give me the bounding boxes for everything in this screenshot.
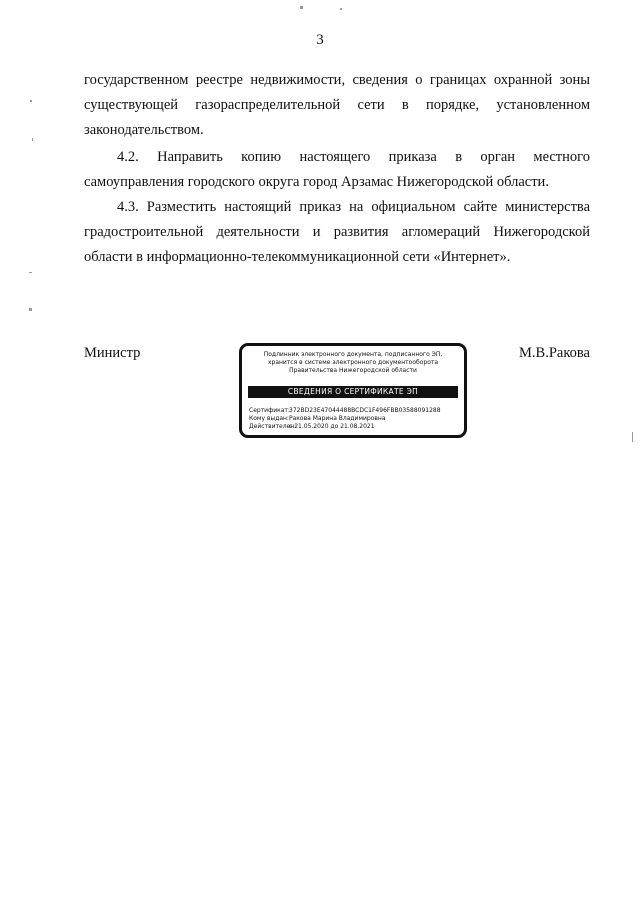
paragraph-line: государственном реестре недвижимости, сведения о границах охранной зоны [84, 72, 590, 88]
electronic-signature-stamp [239, 343, 467, 438]
paragraph-line: 4.3. Разместить настоящий приказ на официальном сайте министерства [117, 199, 590, 215]
certificate-row [249, 407, 441, 415]
certificate-label: Сертификат: [249, 407, 290, 414]
scan-artifact [29, 272, 32, 273]
scan-artifact [29, 308, 32, 311]
valid-value: с 21.05.2020 до 21.08.2021 [289, 423, 375, 430]
paragraph-line: области в информационно-телекоммуникационной сети «Интернет». [84, 249, 511, 265]
stamp-header-line: Правительства Нижегородской области [289, 367, 417, 374]
valid-label: Действителен: [249, 423, 297, 430]
paragraph-line: градостроительной деятельности и развития агломераций Нижегородской [84, 224, 590, 240]
paragraph-line: 4.2. Направить копию настоящего приказа в орган местного [117, 149, 590, 165]
issued-to-value: Ракова Марина Владимировна [289, 415, 386, 422]
stamp-header-line: Подлинник электронного документа, подписанного ЭП, [263, 351, 443, 358]
scan-artifact [632, 432, 633, 442]
paragraph-line: законодательством. [84, 122, 204, 138]
scan-artifact [30, 100, 32, 102]
stamp-details [249, 407, 441, 431]
issued-to-label: Кому выдан: [249, 415, 289, 422]
stamp-header-line: хранится в системе электронного документооборота [267, 359, 439, 366]
stamp-header [242, 351, 464, 375]
issued-to-row [249, 415, 441, 423]
stamp-certificate-bar: СВЕДЕНИЯ О СЕРТИФИКАТЕ ЭП [248, 386, 458, 398]
paragraph-line: самоуправления городского округа город Арзамас Нижегородской области. [84, 174, 549, 190]
scan-artifact [32, 138, 33, 141]
signatory-name: М.В.Ракова [519, 345, 590, 361]
certificate-value: 372BD23E47044488BCDC1F496FBB03588091288 [289, 407, 441, 414]
paragraph-line: существующей газораспределительной сети в порядке, установленном [84, 97, 590, 113]
valid-row [249, 423, 441, 431]
scan-artifact [340, 8, 342, 10]
scan-artifact [300, 6, 303, 9]
page-number: 3 [316, 32, 324, 48]
signatory-position: Министр [84, 345, 141, 361]
